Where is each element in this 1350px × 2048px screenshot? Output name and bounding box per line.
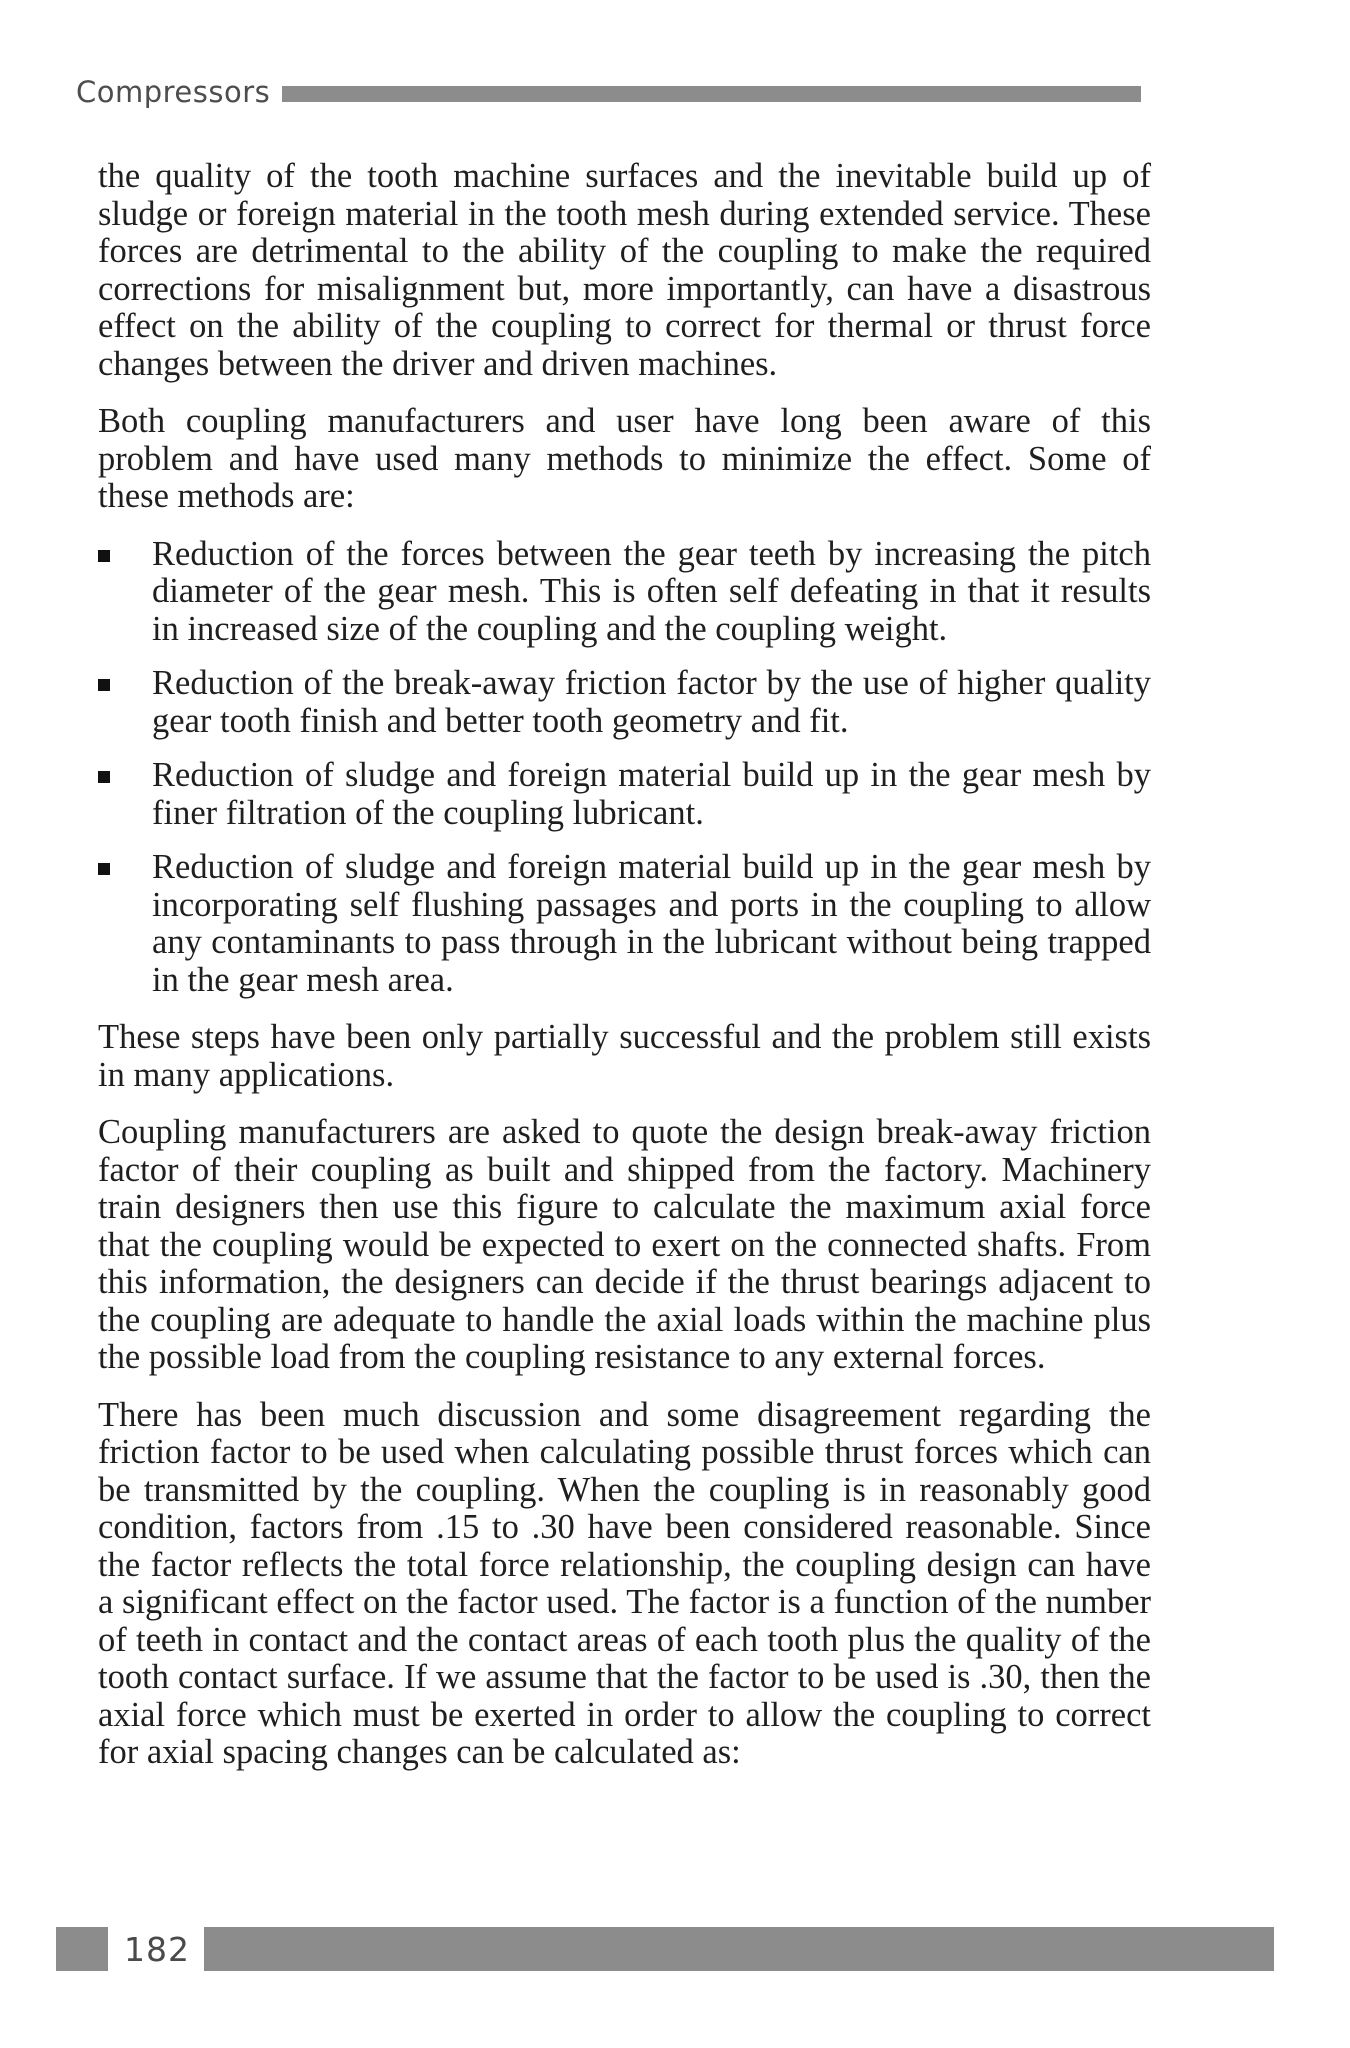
paragraph-1: the quality of the tooth machine surfaces and the inevitable build up of sludge or foreign material in the tooth mesh during extended service. These forces are detrimental to the ability of the coupling to make the required corrections for misalignment but, more importantly, can have a disastrous effect on the ability of the coupling to correct for thermal or thrust force changes between the driver and driven machines. [98,157,1151,383]
paragraph-3: These steps have been only partially successful and the problem still exists in many applications. [98,1018,1151,1094]
list-item [98,849,1151,999]
list-item-text: Reduction of the break-away friction factor by the use of higher quality gear tooth finish and better tooth geometry and fit. [152,664,1151,740]
paragraph-2: Both coupling manufacturers and user have long been aware of this problem and have used many methods to minimize the effect. Some of these methods are: [98,402,1151,515]
header-rule [282,86,1141,102]
body-text [98,158,1151,1792]
footer-rule [204,1927,1274,1971]
square-bullet-icon [98,550,110,562]
list-item-text: Reduction of the forces between the gear teeth by increasing the pitch diameter of the gear mesh. This is often self defeating in that it results in increased size of the coupling and the coupling weight. [152,534,1151,648]
square-bullet-icon [98,771,110,783]
list-item [98,536,1151,649]
square-bullet-icon [98,679,110,691]
methods-list [98,536,1151,1000]
square-bullet-icon [98,863,110,875]
footer-block [56,1927,108,1971]
running-header [76,70,1141,114]
list-item [98,757,1151,832]
running-header-title: Compressors [76,75,271,109]
page-footer [56,1925,1274,1973]
list-item-text: Reduction of sludge and foreign material build up in the gear mesh by incorporating self flushing passages and ports in the coupling to allow any contaminants to pass through in the lubricant without being trapped in the gear mesh area. [152,848,1151,999]
paragraph-4: Coupling manufacturers are asked to quote the design break-away friction factor of their coupling as built and shipped from the factory. Machinery train designers then use this figure to calculate the maximum axial force that the coupling would be expected to exert on the connected shafts. From this information, the designers can decide if the thrust bearings adjacent to the coupling are adequate to handle the axial loads within the machine plus the possible load from the coupling resistance to any external forces. [98,1113,1151,1376]
list-item-text: Reduction of sludge and foreign material build up in the gear mesh by finer filtration of the coupling lubricant. [152,756,1151,832]
paragraph-5: There has been much discussion and some disagreement regarding the friction factor to be used when calculating possible thrust forces which can be transmitted by the coupling. When the coupling is in reasonably good condition, factors from .15 to .30 have been considered reasonable. Since the factor reflects the total force relationship, the coupling design can have a significant effect on the factor used. The factor is a function of the number of teeth in contact and the contact areas of each tooth plus the quality of the tooth contact surface. If we assume that the factor to be used is .30, then the axial force which must be exerted in order to allow the coupling to correct for axial spacing changes can be calculated as: [98,1395,1151,1771]
list-item [98,665,1151,740]
page-number: 182 [124,1929,190,1969]
